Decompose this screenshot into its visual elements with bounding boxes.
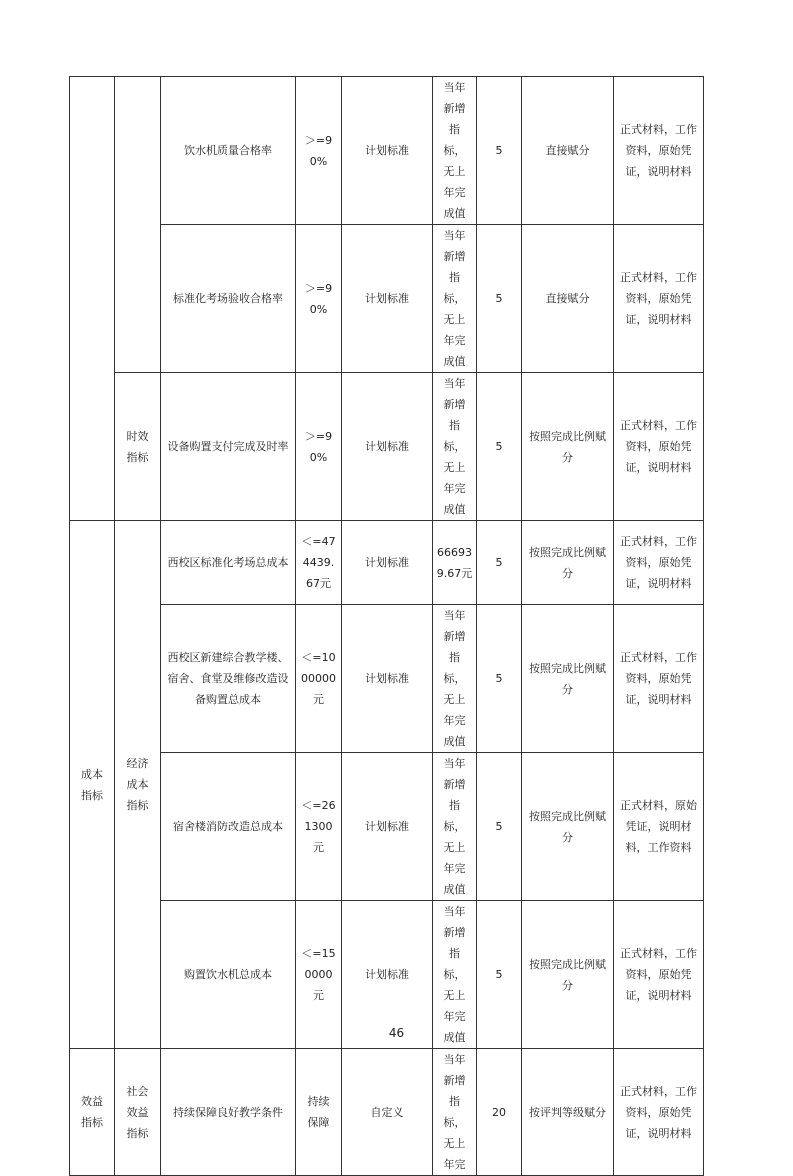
- weight-cell: 5: [477, 605, 522, 753]
- standard-cell: 计划标准: [342, 373, 433, 521]
- weight-cell: 5: [477, 225, 522, 373]
- table-row: [70, 1049, 704, 1176]
- scoring-method-cell: 按照完成比例赋分: [522, 373, 614, 521]
- evidence-cell: 正式材料，工作资料，原始凭证，说明材料: [614, 373, 704, 521]
- evidence-cell: 正式材料，工作资料，原始凭证，说明材料: [614, 77, 704, 225]
- page-number: 46: [388, 1026, 405, 1040]
- history-value-cell: 当年新增指标，无上年完成值: [433, 225, 477, 373]
- target-value-cell: ＜=474439.67元: [296, 521, 342, 605]
- history-value-cell: 当年新增指标，无上年完成值: [433, 901, 477, 1049]
- standard-cell: 计划标准: [342, 225, 433, 373]
- evidence-cell: 正式材料，工作资料，原始凭证，说明材料: [614, 605, 704, 753]
- table-row: [70, 605, 704, 753]
- standard-cell: 计划标准: [342, 901, 433, 1049]
- standard-cell: 计划标准: [342, 605, 433, 753]
- level1-cell: 成本指标: [70, 521, 115, 1049]
- weight-cell: 5: [477, 753, 522, 901]
- target-value-cell: ＞=90%: [296, 225, 342, 373]
- level1-cell: [70, 77, 115, 521]
- scoring-method-cell: 直接赋分: [522, 225, 614, 373]
- table-row: [70, 521, 704, 605]
- weight-cell: 5: [477, 901, 522, 1049]
- table-row: [70, 753, 704, 901]
- standard-cell: 计划标准: [342, 753, 433, 901]
- history-value-cell: 当年新增指标，无上年完成值: [433, 373, 477, 521]
- scoring-method-cell: 按照完成比例赋分: [522, 605, 614, 753]
- level2-cell: 时效指标: [115, 373, 161, 521]
- evidence-cell: 正式材料，工作资料，原始凭证，说明材料: [614, 1049, 704, 1176]
- evidence-cell: 正式材料，工作资料，原始凭证，说明材料: [614, 901, 704, 1049]
- evidence-cell: 正式材料，工作资料，原始凭证，说明材料: [614, 521, 704, 605]
- target-value-cell: ＞=90%: [296, 77, 342, 225]
- evidence-cell: 正式材料，工作资料，原始凭证，说明材料: [614, 225, 704, 373]
- level2-cell: 社会效益指标: [115, 1049, 161, 1176]
- level2-cell: [115, 77, 161, 373]
- evidence-cell: 正式材料，原始凭证，说明材料，工作资料: [614, 753, 704, 901]
- level2-cell: 经济成本指标: [115, 521, 161, 1049]
- indicator-name-cell: 购置饮水机总成本: [161, 901, 296, 1049]
- indicator-name-cell: 饮水机质量合格率: [161, 77, 296, 225]
- standard-cell: 计划标准: [342, 77, 433, 225]
- target-value-cell: ＜=1000000元: [296, 605, 342, 753]
- history-value-cell: 当年新增指标，无上年完成值: [433, 77, 477, 225]
- table-row: [70, 225, 704, 373]
- scoring-method-cell: 按照完成比例赋分: [522, 521, 614, 605]
- indicator-name-cell: 持续保障良好教学条件: [161, 1049, 296, 1176]
- scoring-method-cell: 按照完成比例赋分: [522, 901, 614, 1049]
- indicator-name-cell: 宿舍楼消防改造总成本: [161, 753, 296, 901]
- indicator-name-cell: 西校区新建综合教学楼、宿舍、食堂及维修改造设备购置总成本: [161, 605, 296, 753]
- scoring-method-cell: 按评判等级赋分: [522, 1049, 614, 1176]
- weight-cell: 5: [477, 521, 522, 605]
- history-value-cell: 666939.67元: [433, 521, 477, 605]
- weight-cell: 20: [477, 1049, 522, 1176]
- target-value-cell: ＜=150000元: [296, 901, 342, 1049]
- weight-cell: 5: [477, 373, 522, 521]
- weight-cell: 5: [477, 77, 522, 225]
- table-row: [70, 77, 704, 225]
- history-value-cell: 当年新增指标，无上年完成值: [433, 753, 477, 901]
- scoring-method-cell: 直接赋分: [522, 77, 614, 225]
- level1-cell: 效益指标: [70, 1049, 115, 1176]
- performance-indicator-table: [69, 76, 704, 1176]
- target-value-cell: ＜=261300元: [296, 753, 342, 901]
- history-value-cell: 当年新增指标，无上年完成值: [433, 605, 477, 753]
- target-value-cell: 持续保障: [296, 1049, 342, 1176]
- scoring-method-cell: 按照完成比例赋分: [522, 753, 614, 901]
- indicator-name-cell: 设备购置支付完成及时率: [161, 373, 296, 521]
- standard-cell: 自定义: [342, 1049, 433, 1176]
- target-value-cell: ＞=90%: [296, 373, 342, 521]
- standard-cell: 计划标准: [342, 521, 433, 605]
- history-value-cell: 当年新增指标，无上年完: [433, 1049, 477, 1176]
- indicator-name-cell: 标准化考场验收合格率: [161, 225, 296, 373]
- table-row: [70, 373, 704, 521]
- indicator-name-cell: 西校区标准化考场总成本: [161, 521, 296, 605]
